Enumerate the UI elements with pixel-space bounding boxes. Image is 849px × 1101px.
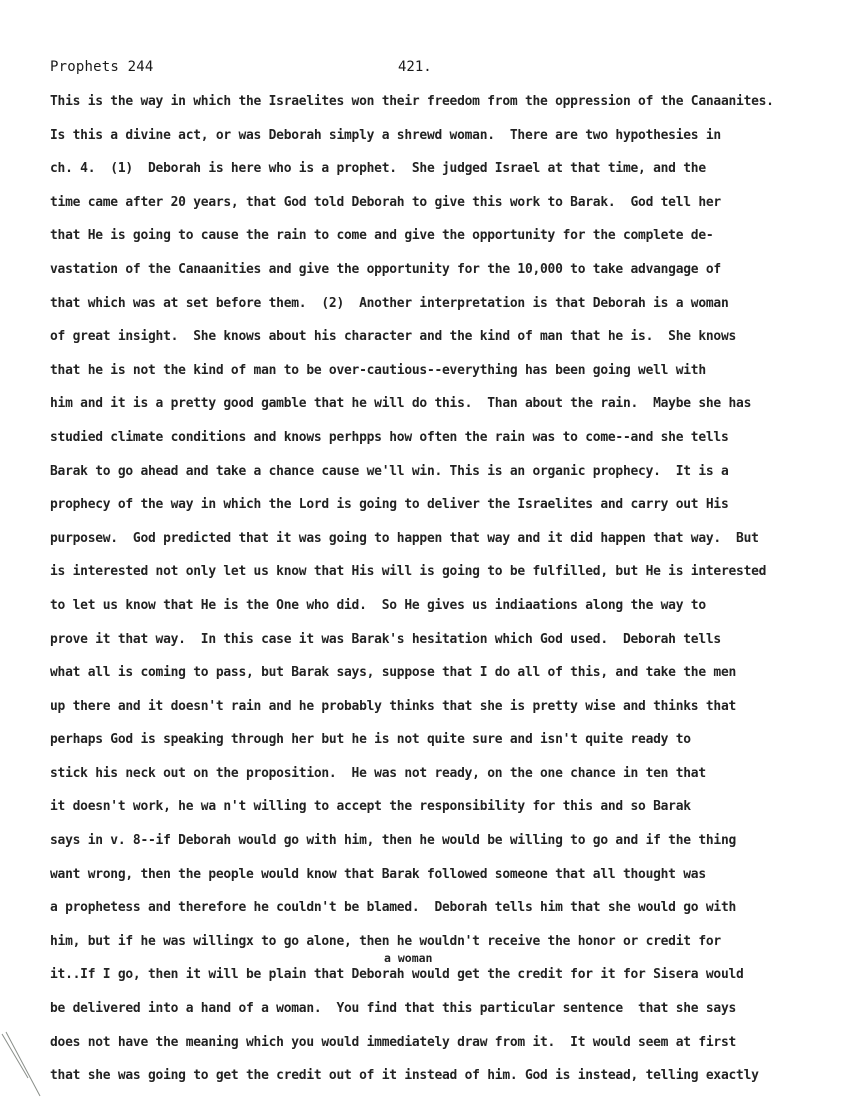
text-line: Is this a divine act, or was Deborah simply a shrewd woman. There are two hypothesies in — [50, 127, 721, 143]
text-line: that she was going to get the credit out of it instead of him. God is instead, telling exactly — [50, 1068, 759, 1084]
text-line: perhaps God is speaking through her but he is not quite sure and isn't quite ready to — [50, 732, 691, 748]
text-line: him, but if he was willingx to go alone, then he wouldn't receive the honor or credit for — [50, 933, 721, 949]
text-line: purposew. God predicted that it was going to happen that way and it did happen that way. But — [50, 530, 759, 546]
text-line: be delivered into a hand of a woman. You find that this particular sentence that she says — [50, 1001, 737, 1017]
text-line: up there and it doesn't rain and he probably thinks that she is pretty wise and thinks that — [50, 698, 737, 714]
text-line: prove it that way. In this case it was Barak's hesitation which God used. Deborah tells — [50, 631, 721, 647]
text-line: that He is going to cause the rain to come and give the opportunity for the complete de- — [50, 228, 714, 244]
margin-pen-stroke — [0, 1030, 60, 1101]
text-line: This is the way in which the Israelites won their freedom from the oppression of the Canaanites. — [50, 94, 774, 109]
text-line: want wrong, then the people would know that Barak followed someone that all thought was — [50, 866, 706, 882]
text-line: is interested not only let us know that His will is going to be fulfilled, but He is interested — [50, 564, 767, 580]
text-line: studied climate conditions and knows perhpps how often the rain was to come--and she tells — [50, 429, 729, 445]
text-line: says in v. 8--if Deborah would go with him, then he would be willing to go and if the thing — [50, 833, 737, 849]
text-line: prophecy of the way in which the Lord is going to deliver the Israelites and carry out His — [50, 497, 729, 513]
text-line: it..If I go, then it will be plain that Deborah would get the credit for it for Sisera would — [50, 967, 744, 983]
body-text — [50, 92, 849, 1100]
text-line: time came after 20 years, that God told Deborah to give this work to Barak. God tell her — [50, 194, 721, 210]
text-line: vastation of the Canaanities and give the opportunity for the 10,000 to take advangage of — [50, 261, 721, 277]
text-line: that which was at set before them. (2) Another interpretation is that Deborah is a woman — [50, 295, 729, 311]
text-line: to let us know that He is the One who did. So He gives us indiaations along the way to — [50, 597, 706, 613]
page-number: 421. — [398, 59, 432, 75]
text-line: ch. 4. (1) Deborah is here who is a prophet. She judged Israel at that time, and the — [50, 161, 706, 177]
text-line: of great insight. She knows about his character and the kind of man that he is. She knows — [50, 329, 737, 345]
text-line: what all is coming to pass, but Barak says, suppose that I do all of this, and take the men — [50, 665, 737, 681]
text-line: does not have the meaning which you would immediately draw from it. It would seem at first — [50, 1034, 737, 1050]
interlinear-insertion: a woman — [384, 951, 433, 965]
text-line: a prophetess and therefore he couldn't be blamed. Deborah tells him that she would go with — [50, 900, 737, 916]
section-header: Prophets 244 — [50, 59, 154, 75]
text-line: it doesn't work, he wa n't willing to accept the responsibility for this and so Barak — [50, 799, 691, 815]
text-line: Barak to go ahead and take a chance cause we'll win. This is an organic prophecy. It is a — [50, 463, 729, 479]
text-line: that he is not the kind of man to be over-cautious--everything has been going well with — [50, 362, 706, 378]
text-line: stick his neck out on the proposition. He was not ready, on the one chance in ten that — [50, 765, 706, 781]
text-line: him and it is a pretty good gamble that he will do this. Than about the rain. Maybe she has — [50, 396, 752, 412]
